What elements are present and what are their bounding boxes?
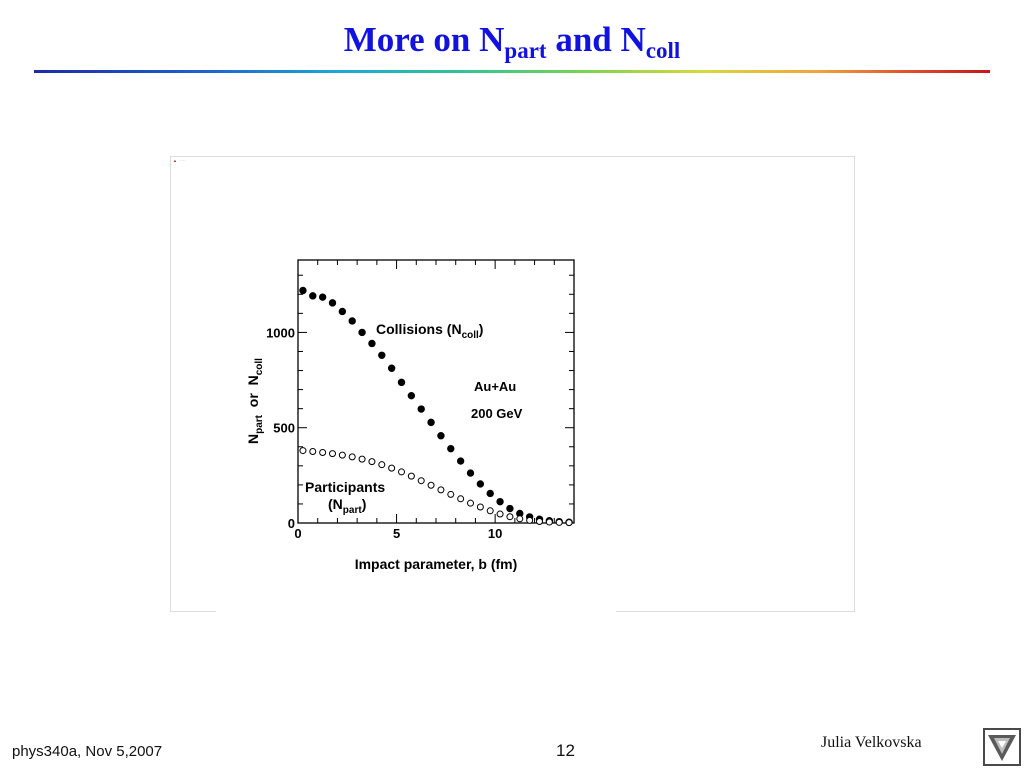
npart-point: [458, 496, 464, 502]
npart-point: [468, 500, 474, 506]
ncoll-point: [448, 445, 454, 451]
figure-panel: [170, 156, 855, 612]
x-tick-label: 0: [294, 526, 302, 541]
title-main: More on N: [343, 20, 505, 59]
npart-point: [448, 491, 454, 497]
ncoll-point: [497, 498, 503, 504]
vanderbilt-v-logo-icon: [983, 728, 1021, 766]
npart-point: [389, 465, 395, 471]
npart-point: [438, 487, 444, 493]
npart-point: [379, 462, 385, 468]
title-subscript-part: part: [504, 38, 547, 63]
title-divider: [34, 70, 990, 73]
npart-point: [320, 449, 326, 455]
ncoll-point: [310, 293, 316, 299]
x-tick-label: 10: [487, 526, 503, 541]
title-subscript-coll: coll: [645, 38, 681, 63]
collisions-annotation: Collisions $(N_{coll})$: [376, 321, 484, 341]
ncoll-point: [359, 329, 365, 335]
ncoll-point: [319, 294, 325, 300]
ncoll-point: [398, 379, 404, 385]
footer-author: Julia Velkovska: [821, 734, 922, 751]
energy-annotation: 200 GeV: [471, 406, 523, 421]
ncoll-point: [477, 481, 483, 487]
x-axis-label: Impact parameter, b (fm): [354, 556, 518, 572]
axis-ticks: [266, 260, 574, 541]
npart-point: [408, 473, 414, 479]
npart-point: [507, 514, 513, 520]
ncoll-point: [388, 365, 394, 371]
ncoll-point: [329, 300, 335, 306]
npart-point: [497, 511, 503, 517]
footer-course-date: phys340a, Nov 5,2007: [12, 743, 163, 760]
title-and: and N: [546, 20, 646, 59]
npart-point: [566, 520, 572, 526]
participants-annotation: Participants: [305, 479, 386, 495]
ncoll-point: [379, 352, 385, 358]
ncoll-point: [408, 392, 414, 398]
y-tick-label: 500: [273, 420, 295, 436]
npart-point: [399, 469, 405, 475]
panel-corner-marker-icon: ▲ ·····: [173, 158, 186, 163]
ncoll-point: [467, 470, 473, 476]
npart-point: [537, 518, 543, 524]
npart-point: [330, 451, 336, 457]
ncoll-point: [507, 505, 513, 511]
npart-point: [517, 516, 523, 522]
npart-point: [339, 452, 345, 458]
npart-point: [310, 449, 316, 455]
y-tick-label: 0: [287, 516, 295, 531]
npart-point: [359, 456, 365, 462]
y-tick-label: 1000: [266, 325, 295, 341]
npart-point: [487, 508, 493, 514]
npart-point: [477, 504, 483, 510]
npart-point: [556, 519, 562, 525]
npart-point: [546, 519, 552, 525]
ncoll-point: [418, 406, 424, 412]
y-axis-label: $N_{part}$ or $N_{coll}$: [245, 358, 265, 444]
ncoll-point: [457, 458, 463, 464]
ncoll-point: [300, 287, 306, 293]
participants-annotation-sub: $(N_{part})$: [328, 496, 367, 516]
npart-point: [369, 459, 375, 465]
x-tick-label: 5: [392, 526, 401, 541]
npart-point: [300, 448, 306, 454]
npart-point: [428, 482, 434, 488]
npart-point: [418, 478, 424, 484]
ncoll-point: [369, 340, 375, 346]
ncoll-point: [487, 490, 493, 496]
ncoll-point: [349, 318, 355, 324]
npart-point: [349, 454, 355, 460]
system-annotation: Au+Au: [474, 379, 517, 394]
npart-point: [527, 517, 533, 523]
ncoll-point: [339, 308, 345, 314]
page-number: 12: [556, 741, 575, 760]
ncoll-point: [428, 419, 434, 425]
slide-title: [0, 20, 1024, 63]
chart: [171, 157, 854, 611]
ncoll-point: [438, 433, 444, 439]
